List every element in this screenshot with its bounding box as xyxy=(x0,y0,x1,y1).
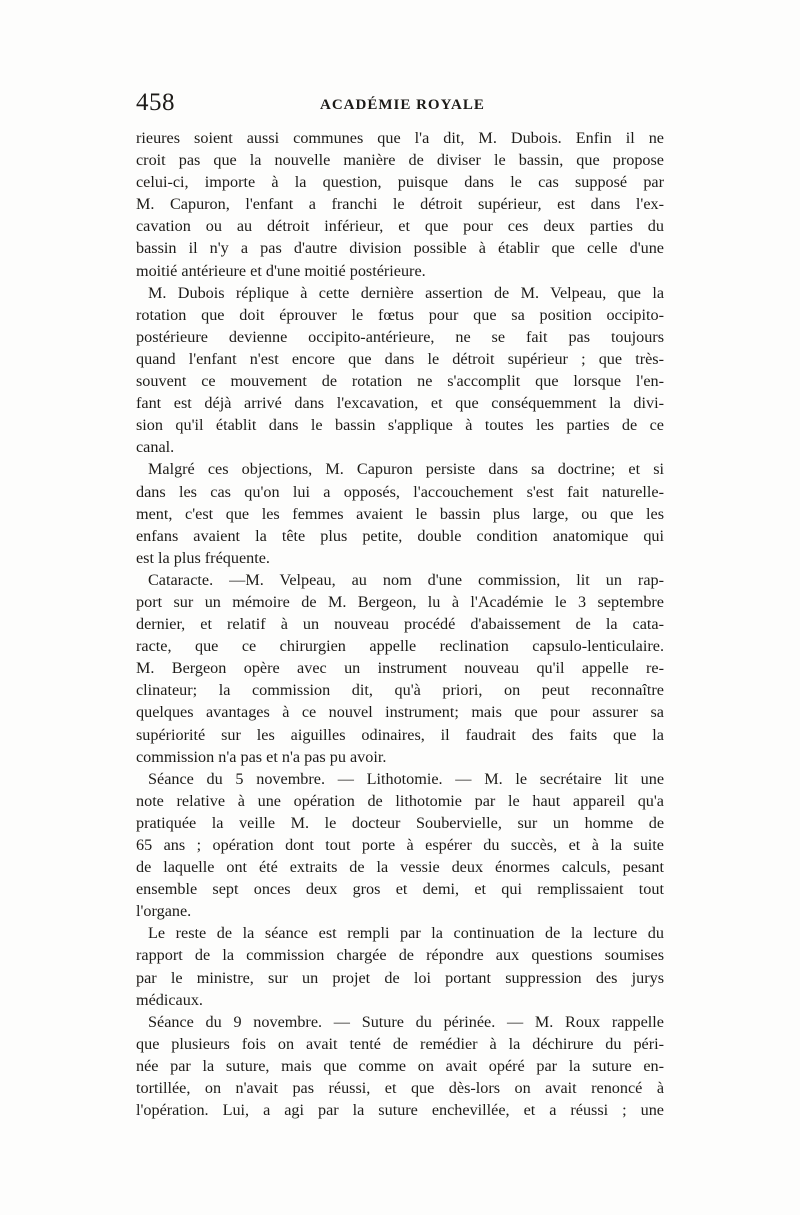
text-line: ensemble sept onces deux gros et demi, et qui remplissaient tout xyxy=(136,880,664,899)
body-text xyxy=(136,127,664,1121)
text-line: Le reste de la séance est rempli par la continuation de la lecture du xyxy=(148,924,664,943)
text-line: rapport de la commission chargée de répondre aux questions soumises xyxy=(136,946,664,965)
text-line: clinateur; la commission dit, qu'à priori, on peut reconnaître xyxy=(136,681,664,700)
page-header xyxy=(136,88,664,122)
text-line: M. Dubois réplique à cette dernière assertion de M. Velpeau, que la xyxy=(148,283,664,302)
text-line: postérieure devienne occipito-antérieure, ne se fait pas toujours xyxy=(136,327,664,346)
text-line: Malgré ces objections, M. Capuron persiste dans sa doctrine; et si xyxy=(148,460,664,479)
text-line: rotation que doit éprouver le fœtus pour que sa position occipito- xyxy=(136,305,664,324)
running-head: ACADÉMIE ROYALE xyxy=(320,97,485,113)
text-line: quand l'enfant n'est encore que dans le détroit supérieur ; que très- xyxy=(136,349,664,368)
text-line: port sur un mémoire de M. Bergeon, lu à l'Académie le 3 septembre xyxy=(136,592,664,611)
text-line: moitié antérieure et d'une moitié postérieure. xyxy=(136,261,426,280)
text-line: note relative à une opération de lithotomie par le haut appareil qu'a xyxy=(136,791,664,810)
text-line: née par la suture, mais que comme on avait opéré par la suture en- xyxy=(136,1056,664,1075)
text-line: M. Capuron, l'enfant a franchi le détroit supérieur, est dans l'ex- xyxy=(136,195,664,214)
text-line: médicaux. xyxy=(136,990,203,1009)
text-line: tortillée, on n'avait pas réussi, et que dès-lors on avait renoncé à xyxy=(136,1079,664,1098)
text-line: racte, que ce chirurgien appelle reclination capsulo-lenticulaire. xyxy=(136,637,664,656)
text-line: souvent ce mouvement de rotation ne s'accomplit que lorsque l'en- xyxy=(136,372,664,391)
text-line: enfans avaient la tête plus petite, double condition anatomique qui xyxy=(136,526,664,545)
text-line: celui-ci, importe à la question, puisque dans le cas supposé par xyxy=(136,173,664,192)
text-line: dernier, et relatif à un nouveau procédé d'abaissement de la cata- xyxy=(136,615,664,634)
text-line: Cataracte. —M. Velpeau, au nom d'une commission, lit un rap- xyxy=(148,570,664,589)
text-line: fant est déjà arrivé dans l'excavation, et que conséquemment la divi- xyxy=(136,394,664,413)
text-line: cavation ou au détroit inférieur, et que pour ces deux parties du xyxy=(136,217,664,236)
text-line: dans les cas qu'on lui a opposés, l'accouchement s'est fait naturelle- xyxy=(136,482,664,501)
text-line: Séance du 5 novembre. — Lithotomie. — M. le secrétaire lit une xyxy=(148,769,664,788)
text-line: ment, c'est que les femmes avaient le bassin plus large, ou que les xyxy=(136,504,664,523)
text-line: est la plus fréquente. xyxy=(136,548,270,567)
text-line: Séance du 9 novembre. — Suture du périnée. — M. Roux rappelle xyxy=(148,1012,664,1031)
text-line: supériorité sur les aiguilles odinaires, il faudrait des faits que la xyxy=(136,725,664,744)
text-line: rieures soient aussi communes que l'a dit, M. Dubois. Enfin il ne xyxy=(136,129,664,147)
text-line: commission n'a pas et n'a pas pu avoir. xyxy=(136,747,387,766)
text-line: l'organe. xyxy=(136,902,192,921)
text-line: de laquelle ont été extraits de la vessie deux énormes calculs, pesant xyxy=(136,858,664,877)
text-line: canal. xyxy=(136,438,175,457)
text-line: l'opération. Lui, a agi par la suture enchevillée, et a réussi ; une xyxy=(136,1101,664,1120)
text-line: par le ministre, sur un projet de loi portant suppression des jurys xyxy=(136,968,664,987)
page-number: 458 xyxy=(136,89,175,116)
text-line: que plusieurs fois on avait tenté de remédier à la déchirure du péri- xyxy=(136,1034,664,1053)
text-line: sion qu'il établit dans le bassin s'applique à toutes les parties de ce xyxy=(136,416,664,435)
text-line: M. Bergeon opère avec un instrument nouveau qu'il appelle re- xyxy=(136,659,664,678)
text-line: pratiquée la veille M. le docteur Soubervielle, sur un homme de xyxy=(136,813,664,832)
text-line: bassin il n'y a pas d'autre division possible à établir que celle d'une xyxy=(136,239,664,258)
text-line: 65 ans ; opération dont tout porte à espérer du succès, et à la suite xyxy=(136,836,664,854)
text-line: quelques avantages à ce nouvel instrument; mais que pour assurer sa xyxy=(136,703,664,722)
text-line: croit pas que la nouvelle manière de diviser le bassin, que propose xyxy=(136,151,664,170)
